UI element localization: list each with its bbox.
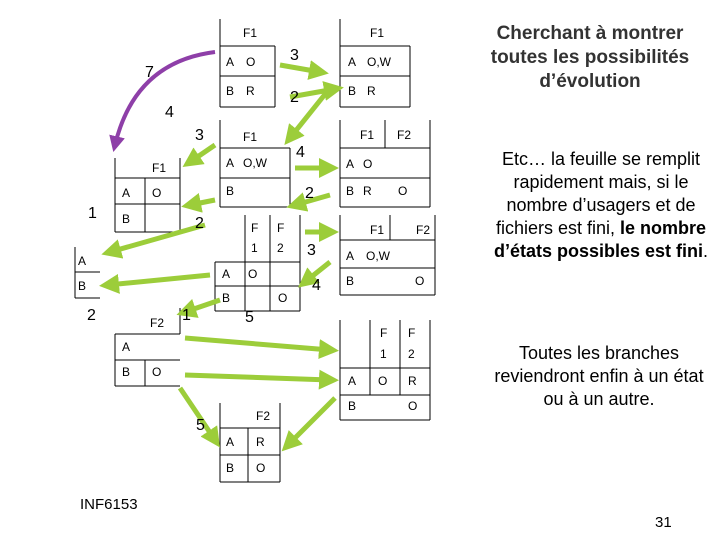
box6-one-label: 1 bbox=[251, 241, 258, 255]
box3-ow-label: O,W bbox=[243, 156, 267, 170]
box10-f2-f-label: F bbox=[408, 326, 416, 340]
box6-o-label: O bbox=[248, 267, 258, 281]
box2-r-label: R bbox=[367, 84, 376, 98]
box1-o-label: O bbox=[246, 55, 256, 69]
box1-r-label: R bbox=[246, 84, 255, 98]
arrow-box9-box10 bbox=[185, 338, 330, 350]
page-number: 31 bbox=[655, 514, 672, 531]
slide-title: Cherchant à montrer toutes les possibilités d’évolution bbox=[490, 23, 690, 92]
box2-b-label: B bbox=[348, 84, 357, 98]
box7-f2-label: F2 bbox=[416, 223, 431, 237]
box5-o-label: O bbox=[152, 186, 162, 200]
arrow-box5-box8 bbox=[110, 225, 205, 252]
box2-ow-label: O,W bbox=[367, 55, 391, 69]
transition-2-center: 2 bbox=[195, 215, 204, 232]
transition-3-mid: 3 bbox=[195, 127, 204, 144]
box5-f1-label: F1 bbox=[152, 161, 167, 175]
transition-5-center: 5 bbox=[245, 309, 254, 326]
box11-a-label: A bbox=[226, 435, 235, 449]
paragraph-1-bold: le nombre d’états possibles est fini bbox=[493, 218, 707, 261]
box11-r-label: R bbox=[256, 435, 265, 449]
box10-two-label: 2 bbox=[408, 347, 415, 361]
box7-b-label: B bbox=[346, 274, 355, 288]
arrow-box9-box10-b bbox=[185, 375, 330, 380]
box9-f2-label: F2 bbox=[150, 316, 165, 330]
box8-b-label: B bbox=[78, 279, 87, 293]
arrow-box3-box5-b bbox=[190, 200, 215, 205]
box1-b-label: B bbox=[226, 84, 235, 98]
paragraph-2: Toutes les branches reviendront enfin à un état ou à un autre. bbox=[494, 343, 704, 409]
box5-a-label: A bbox=[122, 186, 131, 200]
box4-o-label: O bbox=[363, 157, 373, 171]
box6-f2-f-label: F bbox=[277, 221, 285, 235]
box4-o2-label: O bbox=[398, 184, 408, 198]
transition-1-center: 1 bbox=[182, 307, 191, 324]
transition-4-left: 4 bbox=[165, 104, 174, 121]
transition-5-bottom: 5 bbox=[196, 417, 205, 434]
box10-o-label: O bbox=[378, 374, 388, 388]
transition-2-left: 2 bbox=[87, 307, 96, 324]
box10-o2-label: O bbox=[408, 399, 418, 413]
arrow-box10-box11 bbox=[288, 398, 335, 445]
box10-one-label: 1 bbox=[380, 347, 387, 361]
paragraph-1-text: Etc… la feuille se remplit rapidement mais, si le nombre d’usagers et de fichiers est fini, bbox=[495, 149, 701, 238]
box7-f1-label: F1 bbox=[370, 223, 385, 237]
box11-b-label: B bbox=[226, 461, 235, 475]
box2-a-label: A bbox=[348, 55, 357, 69]
box7-a-label: A bbox=[346, 249, 355, 263]
transition-1-left: 1 bbox=[88, 205, 97, 222]
box11-f2-label: F2 bbox=[256, 409, 271, 423]
box9-o-label: O bbox=[152, 365, 162, 379]
box5-b-label: B bbox=[122, 212, 131, 226]
box1-a-label: A bbox=[226, 55, 235, 69]
box8-a-label: A bbox=[78, 254, 87, 268]
transition-7: 7 bbox=[145, 64, 154, 81]
box4-f1-label: F1 bbox=[360, 128, 375, 142]
box3-b-label: B bbox=[226, 184, 235, 198]
box11-o-label: O bbox=[256, 461, 266, 475]
box10-r-label: R bbox=[408, 374, 417, 388]
box6-b-label: B bbox=[222, 291, 231, 305]
box6-a-label: A bbox=[222, 267, 231, 281]
box9-a-label: A bbox=[122, 340, 131, 354]
transition-3-right: 3 bbox=[307, 242, 316, 259]
box6-two-label: 2 bbox=[277, 241, 284, 255]
transition-2-mid: 2 bbox=[305, 185, 314, 202]
arrow-box6-box8 bbox=[108, 275, 210, 285]
box6-o2-label: O bbox=[278, 291, 288, 305]
box4-a-label: A bbox=[346, 157, 355, 171]
paragraph-1 bbox=[490, 148, 712, 263]
box7-ow-label: O,W bbox=[366, 249, 390, 263]
box4-b-label: B bbox=[346, 184, 355, 198]
transition-4-mid: 4 bbox=[296, 144, 305, 161]
transition-4-right: 4 bbox=[312, 277, 321, 294]
box2-f1-label: F1 bbox=[370, 26, 385, 40]
footer-course-code: INF6153 bbox=[80, 496, 138, 513]
arrow-box3-box5 bbox=[190, 145, 215, 162]
box10-b-label: B bbox=[348, 399, 357, 413]
box10-a-label: A bbox=[348, 374, 357, 388]
box6-f-label: F bbox=[251, 221, 259, 235]
box4-r-label: R bbox=[363, 184, 372, 198]
box3-a-label: A bbox=[226, 156, 235, 170]
transition-2-top: 2 bbox=[290, 89, 299, 106]
box3-f1-label: F1 bbox=[243, 130, 258, 144]
box9-b-label: B bbox=[122, 365, 131, 379]
paragraph-1-end: . bbox=[703, 241, 709, 261]
box1-f1-label: F1 bbox=[243, 26, 258, 40]
arrow-box1-box2 bbox=[280, 65, 320, 72]
transition-3-top: 3 bbox=[290, 47, 299, 64]
box7-o-label: O bbox=[415, 274, 425, 288]
box4-f2-label: F2 bbox=[397, 128, 412, 142]
box10-f-label: F bbox=[380, 326, 388, 340]
